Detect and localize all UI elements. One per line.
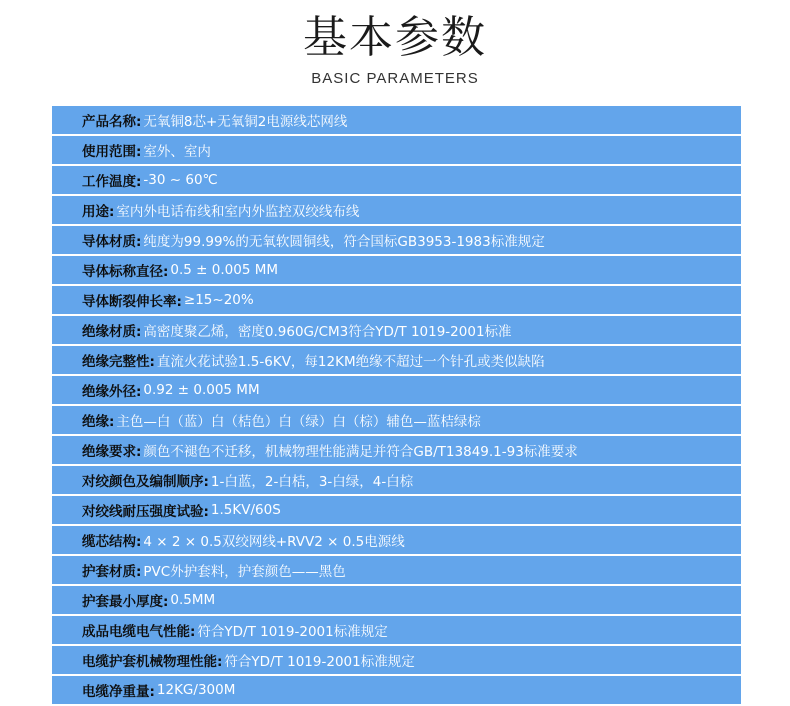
param-label: 对绞线耐压强度试验: bbox=[82, 504, 209, 520]
page-title: 基本参数 bbox=[303, 12, 487, 63]
param-label: 护套最小厚度: bbox=[82, 594, 169, 610]
param-label: 用途: bbox=[82, 204, 115, 220]
page-header bbox=[0, 0, 790, 100]
param-value: 高密度聚乙烯，密度0.960G/CM3符合YD/T 1019-2001标准 bbox=[143, 324, 512, 340]
param-label: 电缆净重量: bbox=[82, 684, 155, 700]
param-label: 导体标称直径: bbox=[82, 264, 169, 280]
parameter-table bbox=[52, 106, 741, 706]
param-value: 主色—白（蓝）白（桔色）白（绿）白（棕）辅色—蓝桔绿棕 bbox=[116, 414, 481, 430]
param-row-elongation bbox=[52, 286, 741, 314]
param-value: -30 ~ 60℃ bbox=[143, 172, 218, 188]
param-label: 缆芯结构: bbox=[82, 534, 142, 550]
param-label: 绝缘要求: bbox=[82, 444, 142, 460]
param-value: 1-白蓝，2-白桔，3-白绿，4-白棕 bbox=[210, 474, 414, 490]
param-row-conductor-material bbox=[52, 226, 741, 254]
param-row-net-weight bbox=[52, 676, 741, 704]
param-row-mechanical-performance bbox=[52, 646, 741, 674]
param-label: 使用范围: bbox=[82, 144, 142, 160]
param-label: 导体材质: bbox=[82, 234, 142, 250]
param-label: 对绞颜色及编制顺序: bbox=[82, 474, 209, 490]
param-label: 绝缘外径: bbox=[82, 384, 142, 400]
param-label: 绝缘材质: bbox=[82, 324, 142, 340]
param-value: 4 × 2 × 0.5双绞网线+RVV2 × 0.5电源线 bbox=[143, 534, 405, 550]
param-label: 绝缘: bbox=[82, 414, 115, 430]
param-value: 符合YD/T 1019-2001标准规定 bbox=[224, 654, 415, 670]
param-label: 工作温度: bbox=[82, 174, 142, 190]
param-value: PVC外护套料，护套颜色——黑色 bbox=[143, 564, 346, 580]
param-value: 12KG/300M bbox=[156, 682, 236, 698]
param-row-usage-scope bbox=[52, 136, 741, 164]
param-value: ≥15~20% bbox=[183, 292, 254, 308]
param-row-product-name bbox=[52, 106, 741, 134]
param-label: 电缆护套机械物理性能: bbox=[82, 654, 223, 670]
param-row-insulation-requirements bbox=[52, 436, 741, 464]
param-label: 导体断裂伸长率: bbox=[82, 294, 182, 310]
param-row-conductor-diameter bbox=[52, 256, 741, 284]
param-value: 颜色不褪色不迁移，机械物理性能满足并符合GB/T13849.1-93标准要求 bbox=[143, 444, 578, 460]
param-value: 纯度为99.99%的无氧软圆铜线，符合国标GB3953-1983标准规定 bbox=[143, 234, 545, 250]
param-row-insulation-material bbox=[52, 316, 741, 344]
param-label: 成品电缆电气性能: bbox=[82, 624, 196, 640]
page-subtitle: BASIC PARAMETERS bbox=[311, 70, 479, 87]
param-row-pair-color-order bbox=[52, 466, 741, 494]
param-value: 无氧铜8芯+无氧铜2电源线芯网线 bbox=[143, 114, 348, 130]
param-row-insulation-integrity bbox=[52, 346, 741, 374]
param-value: 0.5MM bbox=[170, 592, 216, 608]
param-value: 室内外电话布线和室内外监控双绞线布线 bbox=[116, 204, 360, 220]
param-row-sheath-thickness bbox=[52, 586, 741, 614]
param-value: 0.92 ± 0.005 MM bbox=[143, 382, 260, 398]
param-row-sheath-material bbox=[52, 556, 741, 584]
param-row-insulation-colors bbox=[52, 406, 741, 434]
param-value: 符合YD/T 1019-2001标准规定 bbox=[197, 624, 388, 640]
param-row-working-temperature bbox=[52, 166, 741, 194]
param-row-insulation-diameter bbox=[52, 376, 741, 404]
param-row-purpose bbox=[52, 196, 741, 224]
param-value: 室外、室内 bbox=[143, 144, 211, 160]
param-value: 直流火花试验1.5-6KV，每12KM绝缘不超过一个针孔或类似缺陷 bbox=[156, 354, 545, 370]
param-label: 产品名称: bbox=[82, 114, 142, 130]
param-row-voltage-test bbox=[52, 496, 741, 524]
param-row-cable-structure bbox=[52, 526, 741, 554]
param-row-electrical-performance bbox=[52, 616, 741, 644]
param-value: 1.5KV/60S bbox=[210, 502, 281, 518]
param-label: 绝缘完整性: bbox=[82, 354, 155, 370]
param-label: 护套材质: bbox=[82, 564, 142, 580]
param-value: 0.5 ± 0.005 MM bbox=[170, 262, 279, 278]
